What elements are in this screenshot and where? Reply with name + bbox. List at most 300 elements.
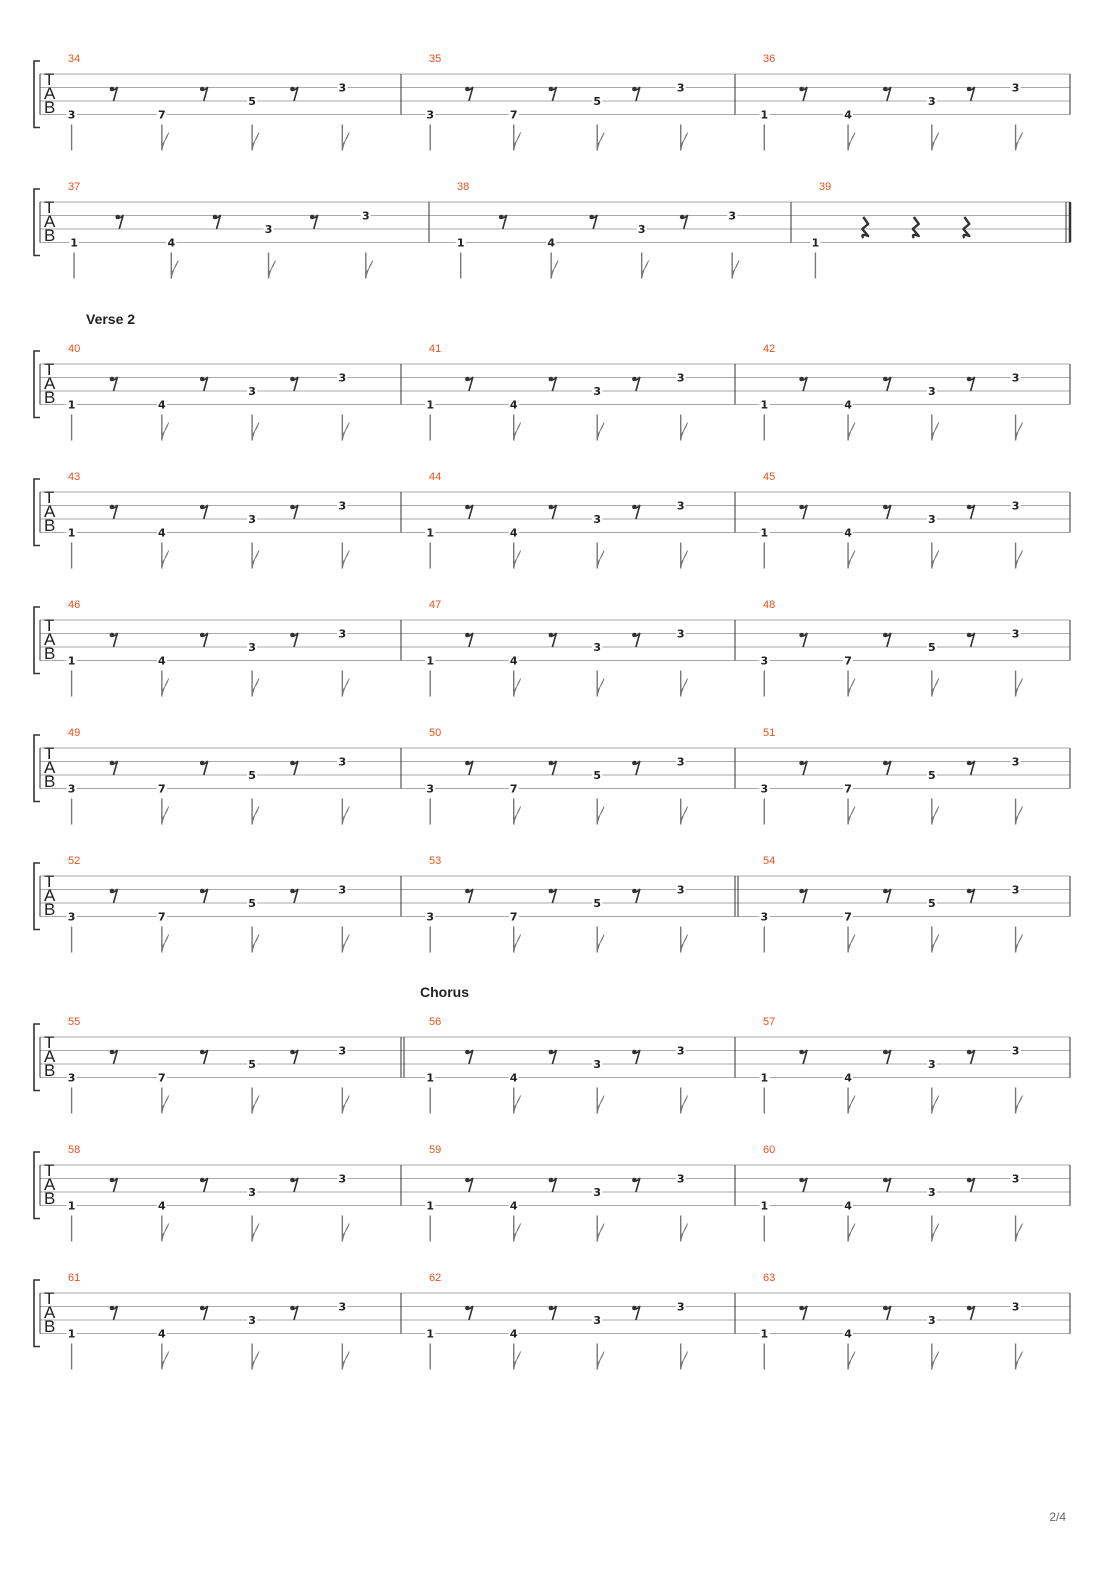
fret-number: 3 (676, 883, 685, 897)
eighth-rest (549, 87, 557, 101)
system-bracket (34, 863, 40, 930)
fret-number: 1 (426, 398, 435, 412)
tab-clef-letter: T (44, 360, 55, 379)
eighth-rest (290, 889, 298, 903)
eighth-rest (883, 377, 891, 391)
tab-clef-letter: B (44, 1189, 56, 1208)
eighth-note-flag (597, 807, 604, 825)
fret-number: 1 (426, 526, 435, 540)
eighth-note-flag (342, 679, 349, 697)
eighth-note-flag (162, 133, 169, 151)
fret-number: 3 (248, 641, 256, 654)
eighth-note-flag (162, 679, 169, 697)
fret-number: 3 (676, 627, 685, 641)
eighth-note-flag (252, 1352, 259, 1370)
measure-number: 41 (429, 343, 442, 355)
measure-number: 59 (429, 1144, 442, 1156)
eighth-rest (310, 215, 318, 229)
fret-number: 1 (760, 526, 769, 540)
system-bracket (34, 735, 40, 802)
eighth-note-flag (597, 679, 604, 697)
fret-number: 3 (426, 910, 435, 924)
fret-number: 3 (338, 627, 347, 641)
eighth-rest (200, 1050, 208, 1064)
fret-number: 1 (456, 236, 465, 250)
fret-number: 1 (67, 1199, 76, 1213)
tab-clef-letter: A (44, 630, 56, 649)
eighth-rest (200, 633, 208, 647)
fret-number: 1 (426, 1327, 435, 1341)
fret-number: 3 (338, 883, 347, 897)
fret-number: 3 (248, 385, 256, 398)
fret-number: 5 (927, 641, 936, 654)
eighth-rest (110, 633, 118, 647)
measure-number: 39 (819, 181, 832, 193)
fret-number: 4 (509, 1071, 518, 1085)
page-number: 2/4 (1049, 1510, 1066, 1524)
eighth-rest (465, 87, 473, 101)
eighth-note-flag (848, 423, 855, 441)
eighth-rest (549, 633, 557, 647)
eighth-rest (290, 87, 298, 101)
eighth-note-flag (342, 1352, 349, 1370)
tab-clef-letter: B (44, 900, 56, 919)
measure-number: 55 (68, 1016, 81, 1028)
eighth-rest (465, 889, 473, 903)
fret-number: 3 (426, 108, 435, 122)
measure-number: 38 (457, 181, 470, 193)
measure-number: 43 (68, 471, 81, 483)
eighth-rest (967, 889, 975, 903)
eighth-note-flag (342, 935, 349, 953)
fret-number: 4 (509, 398, 518, 412)
fret-number: 4 (158, 526, 166, 540)
fret-number: 4 (844, 108, 852, 122)
fret-number: 7 (158, 782, 166, 796)
fret-number: 3 (593, 513, 602, 526)
fret-number: 3 (1011, 627, 1020, 641)
section-label: Verse 2 (86, 311, 136, 327)
tab-clef-letter: T (44, 70, 55, 89)
system-bracket (34, 1280, 40, 1347)
fret-number: 5 (248, 1058, 256, 1071)
eighth-note-flag (269, 261, 276, 279)
eighth-note-flag (597, 133, 604, 151)
tab-clef-letter: A (44, 1047, 56, 1066)
measure-number: 51 (763, 727, 776, 739)
eighth-rest (200, 1178, 208, 1192)
eighth-rest (200, 889, 208, 903)
fret-number: 1 (760, 1071, 769, 1085)
fret-number: 3 (927, 95, 936, 108)
eighth-note-flag (848, 551, 855, 569)
eighth-note-flag (252, 423, 259, 441)
eighth-note-flag (342, 807, 349, 825)
eighth-note-flag (252, 133, 259, 151)
eighth-note-flag (597, 1096, 604, 1114)
eighth-note-flag (162, 551, 169, 569)
eighth-note-flag (848, 133, 855, 151)
fret-number: 3 (1011, 499, 1020, 513)
eighth-rest (200, 87, 208, 101)
eighth-note-flag (551, 261, 558, 279)
fret-number: 3 (338, 1044, 347, 1058)
fret-number: 4 (158, 654, 166, 668)
eighth-rest (465, 761, 473, 775)
fret-number: 3 (67, 782, 76, 796)
eighth-rest (110, 505, 118, 519)
measure-number: 63 (763, 1272, 776, 1284)
eighth-rest (632, 1050, 640, 1064)
tab-clef-letter: B (44, 226, 56, 245)
eighth-note-flag (848, 807, 855, 825)
eighth-note-flag (514, 551, 521, 569)
eighth-note-flag (932, 807, 939, 825)
fret-number: 5 (593, 769, 602, 782)
eighth-note-flag (514, 1224, 521, 1242)
measure-number: 60 (763, 1144, 776, 1156)
fret-number: 3 (338, 499, 347, 513)
tab-clef-letter: B (44, 1317, 56, 1336)
fret-number: 3 (1011, 1044, 1020, 1058)
eighth-rest (632, 87, 640, 101)
tab-clef-letter: T (44, 1161, 55, 1180)
eighth-rest (967, 1306, 975, 1320)
eighth-note-flag (597, 935, 604, 953)
fret-number: 3 (1011, 1300, 1020, 1314)
eighth-note-flag (162, 423, 169, 441)
eighth-note-flag (514, 423, 521, 441)
section-label: Chorus (420, 984, 469, 1000)
eighth-rest (799, 1178, 807, 1192)
fret-number: 1 (426, 1199, 435, 1213)
eighth-rest (465, 1306, 473, 1320)
fret-number: 3 (264, 223, 273, 236)
eighth-note-flag (342, 423, 349, 441)
eighth-note-flag (514, 679, 521, 697)
tab-clef-letter: B (44, 516, 56, 535)
measure-number: 57 (763, 1016, 776, 1028)
eighth-rest (883, 761, 891, 775)
tab-clef-letter: A (44, 502, 56, 521)
eighth-rest (967, 87, 975, 101)
fret-number: 5 (927, 897, 936, 910)
system-bracket (34, 1152, 40, 1219)
eighth-rest (883, 1050, 891, 1064)
fret-number: 4 (844, 1071, 852, 1085)
fret-number: 3 (676, 81, 685, 95)
eighth-rest (883, 505, 891, 519)
fret-number: 1 (70, 236, 78, 250)
system-bracket (34, 61, 40, 128)
eighth-note-flag (514, 1352, 521, 1370)
eighth-rest (632, 1306, 640, 1320)
eighth-rest (883, 889, 891, 903)
eighth-rest (632, 505, 640, 519)
eighth-rest (967, 1050, 975, 1064)
fret-number: 3 (637, 223, 646, 236)
system-bracket (34, 607, 40, 674)
measure-number: 48 (763, 599, 776, 611)
eighth-rest (465, 1178, 473, 1192)
system-bracket (34, 351, 40, 418)
eighth-note-flag (252, 1096, 259, 1114)
eighth-rest (680, 215, 688, 229)
fret-number: 7 (158, 910, 166, 924)
eighth-rest (290, 633, 298, 647)
fret-number: 7 (844, 910, 852, 924)
eighth-rest (549, 1306, 557, 1320)
measure-number: 34 (68, 53, 81, 65)
measure-number: 46 (68, 599, 81, 611)
eighth-rest (632, 633, 640, 647)
eighth-note-flag (162, 807, 169, 825)
quarter-rest (913, 217, 919, 238)
fret-number: 4 (167, 236, 176, 250)
fret-number: 7 (509, 108, 518, 122)
eighth-rest (110, 377, 118, 391)
eighth-note-flag (681, 935, 688, 953)
fret-number: 4 (547, 236, 556, 250)
fret-number: 4 (509, 1199, 518, 1213)
tab-clef-letter: B (44, 644, 56, 663)
fret-number: 3 (593, 1186, 602, 1199)
eighth-rest (465, 1050, 473, 1064)
eighth-note-flag (514, 133, 521, 151)
fret-number: 3 (676, 499, 685, 513)
fret-number: 3 (361, 209, 370, 223)
eighth-note-flag (932, 935, 939, 953)
eighth-rest (110, 1178, 118, 1192)
tab-clef-letter: B (44, 1061, 56, 1080)
measure-number: 44 (429, 471, 442, 483)
fret-number: 3 (1011, 81, 1020, 95)
system-bracket (34, 479, 40, 546)
eighth-rest (110, 87, 118, 101)
fret-number: 3 (248, 1314, 256, 1327)
eighth-note-flag (1016, 1352, 1023, 1370)
fret-number: 3 (760, 910, 769, 924)
eighth-note-flag (162, 935, 169, 953)
eighth-rest (110, 1306, 118, 1320)
eighth-rest (883, 633, 891, 647)
tab-clef-letter: T (44, 1033, 55, 1052)
eighth-rest (883, 87, 891, 101)
eighth-note-flag (932, 1352, 939, 1370)
system-bracket (34, 1024, 40, 1091)
fret-number: 3 (593, 641, 602, 654)
eighth-rest (499, 215, 507, 229)
fret-number: 3 (248, 1186, 256, 1199)
fret-number: 5 (927, 769, 936, 782)
tab-clef-letter: B (44, 98, 56, 117)
eighth-rest (883, 1306, 891, 1320)
eighth-rest (200, 377, 208, 391)
eighth-rest (290, 377, 298, 391)
system-bracket (34, 189, 40, 256)
eighth-rest (967, 1178, 975, 1192)
fret-number: 3 (927, 1314, 936, 1327)
fret-number: 1 (760, 108, 769, 122)
fret-number: 3 (67, 910, 76, 924)
eighth-rest (967, 505, 975, 519)
fret-number: 4 (844, 1199, 852, 1213)
eighth-note-flag (162, 1224, 169, 1242)
eighth-rest (632, 761, 640, 775)
fret-number: 1 (67, 654, 76, 668)
fret-number: 3 (760, 654, 769, 668)
eighth-note-flag (1016, 807, 1023, 825)
eighth-note-flag (171, 261, 178, 279)
quarter-rest (862, 217, 868, 238)
eighth-rest (110, 889, 118, 903)
eighth-note-flag (1016, 551, 1023, 569)
fret-number: 3 (1011, 1172, 1020, 1186)
eighth-note-flag (681, 423, 688, 441)
fret-number: 7 (844, 654, 852, 668)
measure-number: 53 (429, 855, 442, 867)
fret-number: 3 (338, 1172, 347, 1186)
tab-clef-letter: A (44, 84, 56, 103)
eighth-rest (110, 1050, 118, 1064)
eighth-note-flag (1016, 1096, 1023, 1114)
fret-number: 5 (248, 897, 256, 910)
fret-number: 4 (158, 1327, 166, 1341)
eighth-note-flag (848, 1352, 855, 1370)
eighth-note-flag (252, 551, 259, 569)
eighth-note-flag (1016, 133, 1023, 151)
eighth-note-flag (848, 679, 855, 697)
eighth-note-flag (848, 1096, 855, 1114)
eighth-rest (549, 761, 557, 775)
eighth-rest (883, 1178, 891, 1192)
eighth-rest (967, 633, 975, 647)
eighth-note-flag (642, 261, 649, 279)
eighth-rest (632, 889, 640, 903)
eighth-rest (799, 761, 807, 775)
fret-number: 3 (426, 782, 435, 796)
eighth-note-flag (1016, 1224, 1023, 1242)
tab-clef-letter: B (44, 772, 56, 791)
tab-clef-letter: A (44, 1303, 56, 1322)
eighth-note-flag (848, 1224, 855, 1242)
tab-clef-letter: A (44, 374, 56, 393)
fret-number: 5 (248, 95, 256, 108)
eighth-note-flag (342, 1224, 349, 1242)
eighth-note-flag (681, 133, 688, 151)
eighth-note-flag (681, 1352, 688, 1370)
eighth-rest (290, 1178, 298, 1192)
fret-number: 3 (67, 1071, 76, 1085)
eighth-note-flag (681, 1096, 688, 1114)
eighth-rest (549, 1178, 557, 1192)
fret-number: 5 (593, 95, 602, 108)
eighth-note-flag (162, 1096, 169, 1114)
eighth-note-flag (252, 1224, 259, 1242)
eighth-note-flag (932, 679, 939, 697)
fret-number: 3 (676, 755, 685, 769)
fret-number: 1 (426, 1071, 435, 1085)
fret-number: 3 (248, 513, 256, 526)
tab-clef-letter: A (44, 758, 56, 777)
eighth-note-flag (342, 1096, 349, 1114)
measure-number: 58 (68, 1144, 81, 1156)
eighth-note-flag (514, 807, 521, 825)
measure-number: 40 (68, 343, 81, 355)
eighth-note-flag (162, 1352, 169, 1370)
eighth-note-flag (252, 679, 259, 697)
fret-number: 7 (509, 782, 518, 796)
fret-number: 3 (593, 1058, 602, 1071)
eighth-note-flag (932, 1224, 939, 1242)
fret-number: 3 (338, 371, 347, 385)
fret-number: 4 (509, 526, 518, 540)
measure-number: 47 (429, 599, 442, 611)
fret-number: 3 (67, 108, 76, 122)
eighth-note-flag (342, 133, 349, 151)
eighth-rest (465, 377, 473, 391)
tab-clef-letter: A (44, 212, 56, 231)
eighth-rest (465, 633, 473, 647)
eighth-note-flag (366, 261, 373, 279)
eighth-note-flag (932, 1096, 939, 1114)
measure-number: 56 (429, 1016, 442, 1028)
tab-clef-letter: A (44, 886, 56, 905)
measure-number: 62 (429, 1272, 442, 1284)
fret-number: 3 (927, 513, 936, 526)
eighth-rest (213, 215, 221, 229)
fret-number: 3 (676, 1044, 685, 1058)
fret-number: 4 (844, 526, 852, 540)
fret-number: 7 (844, 782, 852, 796)
eighth-rest (290, 505, 298, 519)
tab-clef-letter: T (44, 1289, 55, 1308)
eighth-rest (632, 1178, 640, 1192)
eighth-note-flag (732, 261, 739, 279)
eighth-note-flag (681, 551, 688, 569)
measure-number: 54 (763, 855, 776, 867)
eighth-note-flag (1016, 679, 1023, 697)
eighth-note-flag (342, 551, 349, 569)
fret-number: 7 (158, 1071, 166, 1085)
eighth-note-flag (597, 423, 604, 441)
eighth-note-flag (932, 133, 939, 151)
eighth-rest (549, 1050, 557, 1064)
eighth-note-flag (514, 1096, 521, 1114)
eighth-rest (799, 87, 807, 101)
fret-number: 5 (593, 897, 602, 910)
eighth-rest (290, 1306, 298, 1320)
eighth-rest (589, 215, 597, 229)
fret-number: 5 (248, 769, 256, 782)
eighth-rest (549, 377, 557, 391)
fret-number: 3 (338, 81, 347, 95)
fret-number: 1 (760, 398, 769, 412)
fret-number: 3 (927, 1186, 936, 1199)
fret-number: 1 (760, 1199, 769, 1213)
measure-number: 36 (763, 53, 776, 65)
eighth-note-flag (514, 935, 521, 953)
eighth-rest (200, 505, 208, 519)
measure-number: 42 (763, 343, 776, 355)
eighth-rest (549, 889, 557, 903)
fret-number: 1 (811, 236, 820, 250)
fret-number: 3 (593, 1314, 602, 1327)
eighth-note-flag (932, 423, 939, 441)
tab-clef-letter: A (44, 1175, 56, 1194)
fret-number: 1 (67, 1327, 76, 1341)
measure-number: 61 (68, 1272, 81, 1284)
